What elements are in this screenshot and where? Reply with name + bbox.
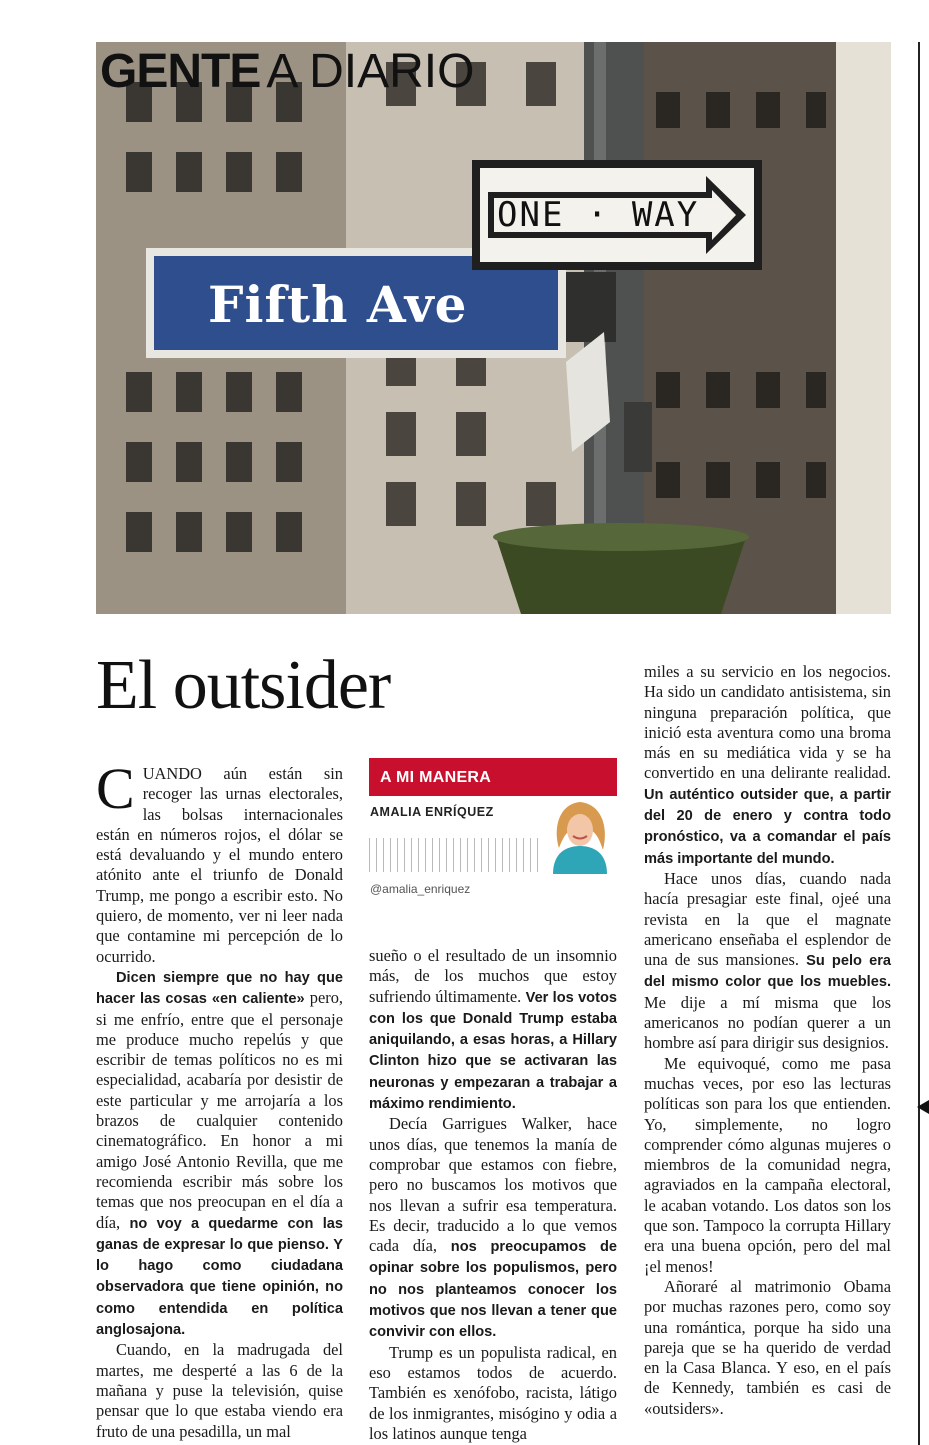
paragraph-text: Me equivoqué, como me pasa muchas veces, por eso las lecturas políticas son para los que entienden. Yo, simplemente, no logro comprender cómo algunas mujeres o miembros de la comunidad negra, agraviados en la campaña electoral, le acaban votando. Los datos son los que son. Tampoco la corrupta Hillary era una buena opción, pero del mal ¡el menos! xyxy=(644,1053,891,1276)
paragraph-text: miles a su servicio en los negocios. Ha sido un candidato antisistema, sin ninguna preparación política, que inició esta aventura como una broma más en su mediática vida y se ha convertido en una delirante realidad. xyxy=(644,662,891,783)
author-avatar xyxy=(543,798,617,874)
page-marker-arrow xyxy=(917,1100,929,1114)
article-column-1 xyxy=(96,756,343,1442)
paragraph xyxy=(644,1054,891,1277)
street-sign-text: Fifth Ave xyxy=(208,275,468,334)
paragraph xyxy=(644,1277,891,1419)
bold-text: nos preocupamos de opinar sobre los populismos, pero no nos planteamos conocer los motivos que nos llevan a tener que convivir con ellos. xyxy=(369,1239,617,1341)
column-author: AMALIA ENRÍQUEZ xyxy=(370,805,494,819)
page-edge-rule xyxy=(918,42,920,1445)
paragraph xyxy=(96,1340,343,1441)
bold-text: Dicen siempre que no hay que hacer las cosas «en caliente» xyxy=(96,969,343,1008)
one-way-sign-text: ONE · WAY xyxy=(497,195,700,235)
article-column-2 xyxy=(369,946,617,1444)
bold-text: Un auténtico outsider que, a partir del 20 de enero y contra todo pronóstico, va a comandar el país más importante del mundo. xyxy=(644,786,891,867)
dropcap: C xyxy=(96,756,135,821)
paragraph-text: Cuando, en la madrugada del martes, me desperté a las 6 de la mañana y puse la televisión, quise pensar que lo que estaba viendo era fruto de una pesadilla, un mal xyxy=(96,1340,343,1441)
section-masthead xyxy=(100,44,474,100)
bold-text: Ver los votos con los que Donald Trump estaba aniquilando, a esas horas, a Hillary Clinton hizo que se activaran las neuronas y empezaran a trabajar a máximo rendimiento. xyxy=(369,989,617,1113)
masthead-bold: GENTE xyxy=(100,45,261,98)
column-title: A MI MANERA xyxy=(369,758,617,796)
article-column-3 xyxy=(644,662,891,1419)
paragraph xyxy=(369,1114,617,1342)
paragraph xyxy=(96,756,343,967)
paragraph-text: UANDO aún están sin recoger las urnas electorales, las bolsas internacionales están en números rojos, el dólar se está devaluando y el mundo entero atónito ante el triunfo de Donald Trump, me pongo a escribir esto. No quiero, de momento, ver ni leer nada que contamine mi percepción de lo ocurrido. xyxy=(96,764,343,966)
paragraph xyxy=(96,967,343,1340)
bold-text: no voy a quedarme con las ganas de expresar lo que pienso. Y lo hago como ciudadana observadora que tiene opinión, no como entendida en política anglosajona. xyxy=(96,1215,343,1339)
paragraph-text: sueño o el resultado de un insomnio más, de los muchos que estoy sufriendo últimamente. xyxy=(369,946,617,1006)
bold-text: Su pelo era del mismo color que los muebles. xyxy=(644,953,891,991)
paragraph xyxy=(369,946,617,1114)
paragraph-text: pero, si me enfrío, entre que el personaje me produce mucho repelús y que escribir de temas políticos no es mi especialidad, acabaría por desistir de este particular y me arrojaría a los brazos de cualquier contenido cinematográfico. En honor a mi amigo José Antonio Revilla, que me recomienda escribir más sobre los temas que nos preocupan en el día a día, xyxy=(96,988,343,1232)
author-twitter-handle[interactable]: @amalia_enriquez xyxy=(370,882,471,896)
paragraph-text: Me dije a mí misma que los americanos no podían querer a un hombre así para dirigir sus designios. xyxy=(644,992,891,1053)
paragraph xyxy=(369,1343,617,1444)
masthead-light: A DIARIO xyxy=(266,45,475,98)
paragraph xyxy=(644,662,891,869)
paragraph-text: Decía Garrigues Walker, hace unos días, que tenemos la manía de comprobar que estamos con fiebre, pero no buscamos los motivos que nos llevan a sufrir esa temperatura. Es decir, traducido a lo que vemos cada día, xyxy=(369,1114,617,1256)
paragraph-text: Hace unos días, cuando nada hacía presagiar este final, ojeé una revista en la que el magnate americano enseñaba el esplendor de una de sus mansiones. xyxy=(644,868,891,970)
paragraph-text: Añoraré al matrimonio Obama por muchas razones pero, como soy una romántica, porque ha sido una pareja que se ha querido de verdad en la Casa Blanca. Y eso, en el país de Kennedy, también es casi de «outsiders». xyxy=(644,1276,891,1418)
article-headline: El outsider xyxy=(96,647,391,724)
header-photo xyxy=(96,42,891,614)
paragraph xyxy=(644,869,891,1054)
paragraph-text: Trump es un populista radical, en eso estamos todos de acuerdo. También es xenófobo, racista, látigo de los inmigrantes, misógino y odia a los latinos aunque tenga xyxy=(369,1342,617,1443)
decorative-stripes xyxy=(369,838,549,872)
